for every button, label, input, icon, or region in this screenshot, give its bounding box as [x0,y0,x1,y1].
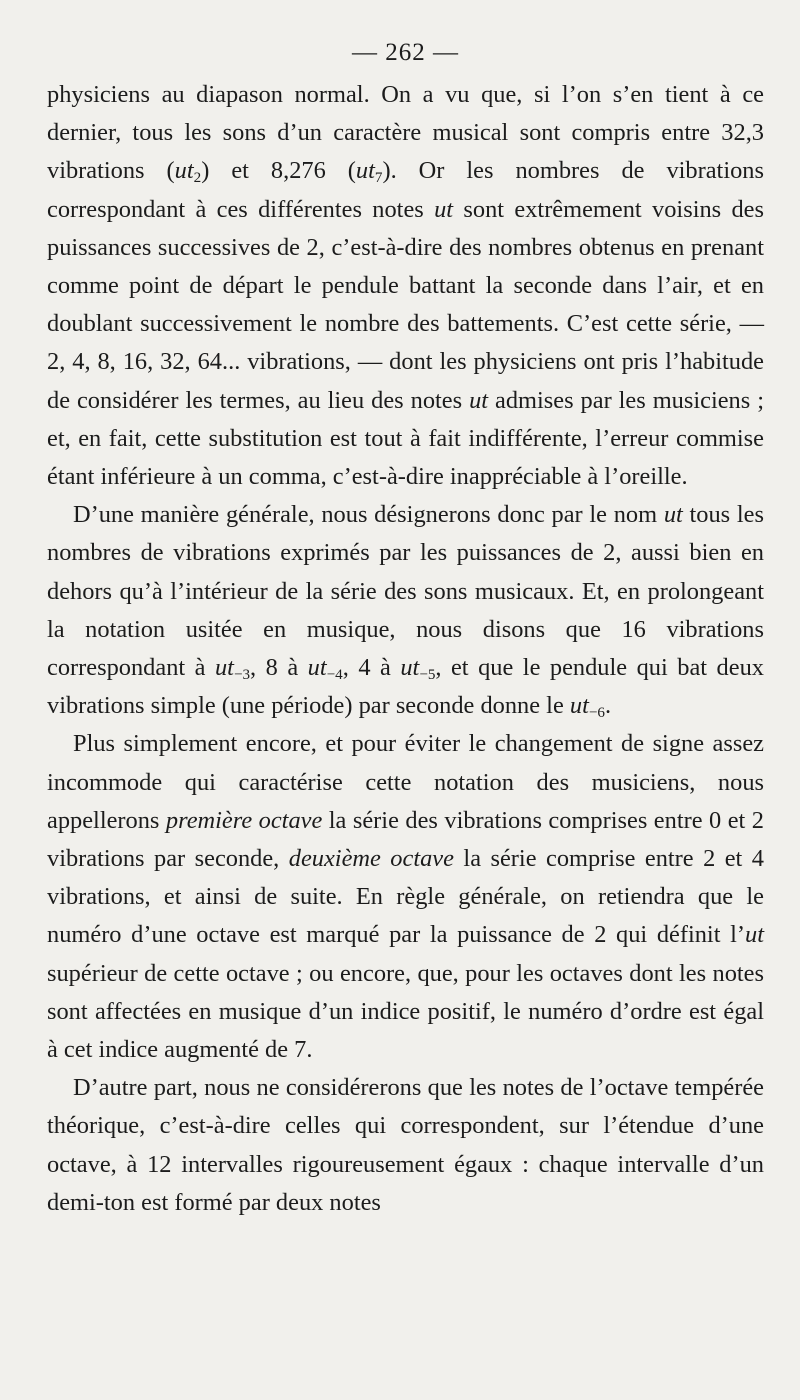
italic-term: ut [434,195,454,223]
italic-term: ut [569,692,589,720]
text-run: , et que le pendule qui bat deux vibrations simple (une période) par seconde donne le [47,654,764,720]
text-run: Plus simplement encore, et pour éviter le changement de signe assez incommode qui caractérise cette notation des musiciens, nous appellerons [47,730,764,834]
italic-term: ut [174,157,194,185]
text-run: ) et 8,276 ( [201,157,356,185]
text-run: D’autre part, nous ne considérerons que les notes de l’octave tempérée théorique, c’est-à-dire celles qui correspondent, sur l’étendue d’une octave, à 12 intervalles rigoureusement égaux : chaque intervalle d’un demi-ton est formé par deux notes [47,1074,764,1216]
italic-term: ut [214,654,234,682]
italic-term: ut [355,157,375,185]
subscript-index: −6 [588,705,605,722]
subscript-index: −3 [233,666,251,683]
italic-term: ut [400,654,420,682]
italic-term: ut [745,921,764,949]
text-run: sont extrêmement voisins des puissances successives de 2, c’est-à-dire des nombres obtenus en prenant comme point de départ le pendule battant la seconde dans l’air, et en doublant successivement le nombre des battements. C’est cette série, — 2, 4, 8, 16, 32, 64... vibrations, — dont les physiciens ont pris l’habitude de considérer les termes, au lieu des notes [47,195,764,414]
italic-term: première octave [165,806,323,834]
paragraph [47,76,764,496]
italic-term: ut [469,386,489,414]
text-run: . [604,692,612,720]
page-number: — 262 — [352,39,459,66]
italic-term: ut [663,501,683,529]
paragraph [47,725,764,1069]
text-run: ). Or les nombres de vibrations correspondant à ces différentes notes [47,157,764,223]
paragraph [47,496,764,725]
text-run: la série des vibrations comprises entre 0 et 2 vibrations par seconde, [47,806,764,873]
italic-term: ut [307,654,327,682]
subscript-index: 7 [374,170,383,187]
text-run: physiciens au diapason normal. On a vu que, si l’on s’en tient à ce dernier, tous les sons d’un caractère musical sont compris entre 32,3 vibrations ( [47,81,764,185]
page-body [47,76,764,1222]
text-run: tous les nombres de vibrations exprimés par les puissances de 2, aussi bien en dehors qu’à l’intérieur de la série des sons musicaux. Et, en prolongeant la notation usitée en musique, nous disons que 16 vibrations correspondant à [47,501,764,682]
text-run: , 8 à [250,654,308,682]
subscript-index: −4 [326,666,343,683]
text-run: la série comprise entre 2 et 4 vibrations, et ainsi de suite. En règle générale, on retiendra que le numéro d’une octave est marqué par la puissance de 2 qui définit l’ [47,845,764,949]
subscript-index: 2 [193,170,202,187]
text-run: admises par les musiciens ; et, en fait, cette substitution est tout à fait indifférente, l’erreur commise étant inférieure à un comma, c’est-à-dire inappréciable à l’oreille. [47,386,764,491]
paragraph [47,1069,764,1222]
italic-term: deuxième octave [288,845,454,873]
subscript-index: −5 [419,666,436,683]
text-run: , 4 à [342,654,401,682]
text-run: supérieur de cette octave ; ou encore, que, pour les octaves dont les notes sont affectées en musique d’un indice positif, le numéro d’ordre est égal à cet indice augmenté de 7. [47,959,764,1064]
text-run: D’une manière générale, nous désignerons donc par le nom [73,501,664,529]
